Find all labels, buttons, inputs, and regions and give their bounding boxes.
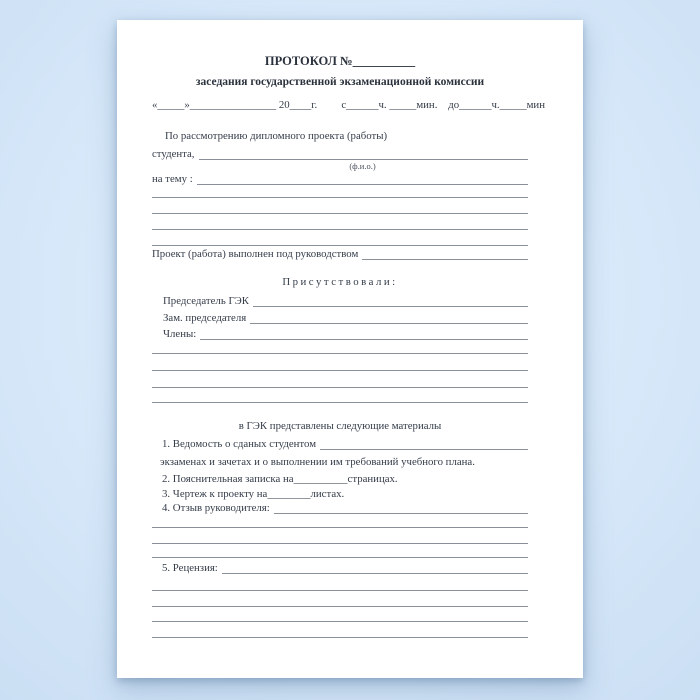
supervisor-label: Проект (работа) выполнен под руководством xyxy=(152,248,359,260)
fio-note: (ф.и.о.) xyxy=(349,161,376,171)
topic-label: на тему : xyxy=(152,173,193,185)
item1-label: 1. Ведомость о сданых студентом xyxy=(162,438,317,450)
blank-line xyxy=(152,621,528,622)
blank-line xyxy=(152,197,528,198)
student-name-blank-line xyxy=(199,146,529,160)
item5-label: 5. Рецензия: xyxy=(162,562,218,574)
present-heading: Присутствовали: xyxy=(282,276,398,288)
topic-blank-line xyxy=(197,171,528,185)
blank-line xyxy=(152,543,528,544)
deputy-row xyxy=(163,310,528,326)
document-title: ПРОТОКОЛ №__________ xyxy=(264,54,416,68)
item2-line: 2. Пояснительная записка на__________страницах. xyxy=(162,473,398,485)
topic-row xyxy=(152,171,528,187)
members-blank-line xyxy=(200,326,528,340)
date-time-row xyxy=(152,97,545,113)
student-name-row xyxy=(152,146,528,162)
time-blank: с______ч. _____мин. до______ч._____мин xyxy=(341,99,545,111)
item4-row xyxy=(162,500,528,516)
chairman-row xyxy=(163,293,528,309)
members-row xyxy=(163,326,528,342)
item3-line: 3. Чертеж к проекту на________листах. xyxy=(162,488,345,500)
blank-line xyxy=(152,637,528,638)
document-subtitle: заседания государственной экзаменационной комиссии xyxy=(195,76,485,88)
members-label: Члены: xyxy=(163,328,197,340)
deputy-label: Зам. председателя xyxy=(163,312,247,324)
blank-line xyxy=(152,370,528,371)
blank-line xyxy=(152,402,528,403)
item5-row xyxy=(162,560,528,576)
blank-line xyxy=(152,213,528,214)
protocol-document-page xyxy=(117,20,583,678)
deputy-blank-line xyxy=(250,310,528,324)
blank-line xyxy=(152,606,528,607)
item1-continuation: экзаменах и зачетах и о выполнении им требований учебного плана. xyxy=(160,456,475,468)
blank-line xyxy=(152,387,528,388)
blank-line xyxy=(152,353,528,354)
item1-row xyxy=(162,436,528,452)
blank-line xyxy=(152,527,528,528)
item4-label: 4. Отзыв руководителя: xyxy=(162,502,270,514)
intro-line: По рассмотрению дипломного проекта (работы) xyxy=(165,130,388,142)
supervisor-row xyxy=(152,246,528,262)
materials-heading: в ГЭК представлены следующие материалы xyxy=(238,420,442,432)
student-label: студента, xyxy=(152,148,195,160)
blank-line xyxy=(152,229,528,230)
item4-blank-line xyxy=(274,500,528,514)
blank-line xyxy=(152,557,528,558)
blank-line xyxy=(152,590,528,591)
chairman-label: Председатель ГЭК xyxy=(163,295,250,307)
supervisor-blank-line xyxy=(362,246,528,260)
chairman-blank-line xyxy=(253,293,528,307)
item1-blank-line xyxy=(320,436,528,450)
date-blank: «_____»________________ 20____г. xyxy=(152,99,318,111)
item5-blank-line xyxy=(222,560,528,574)
